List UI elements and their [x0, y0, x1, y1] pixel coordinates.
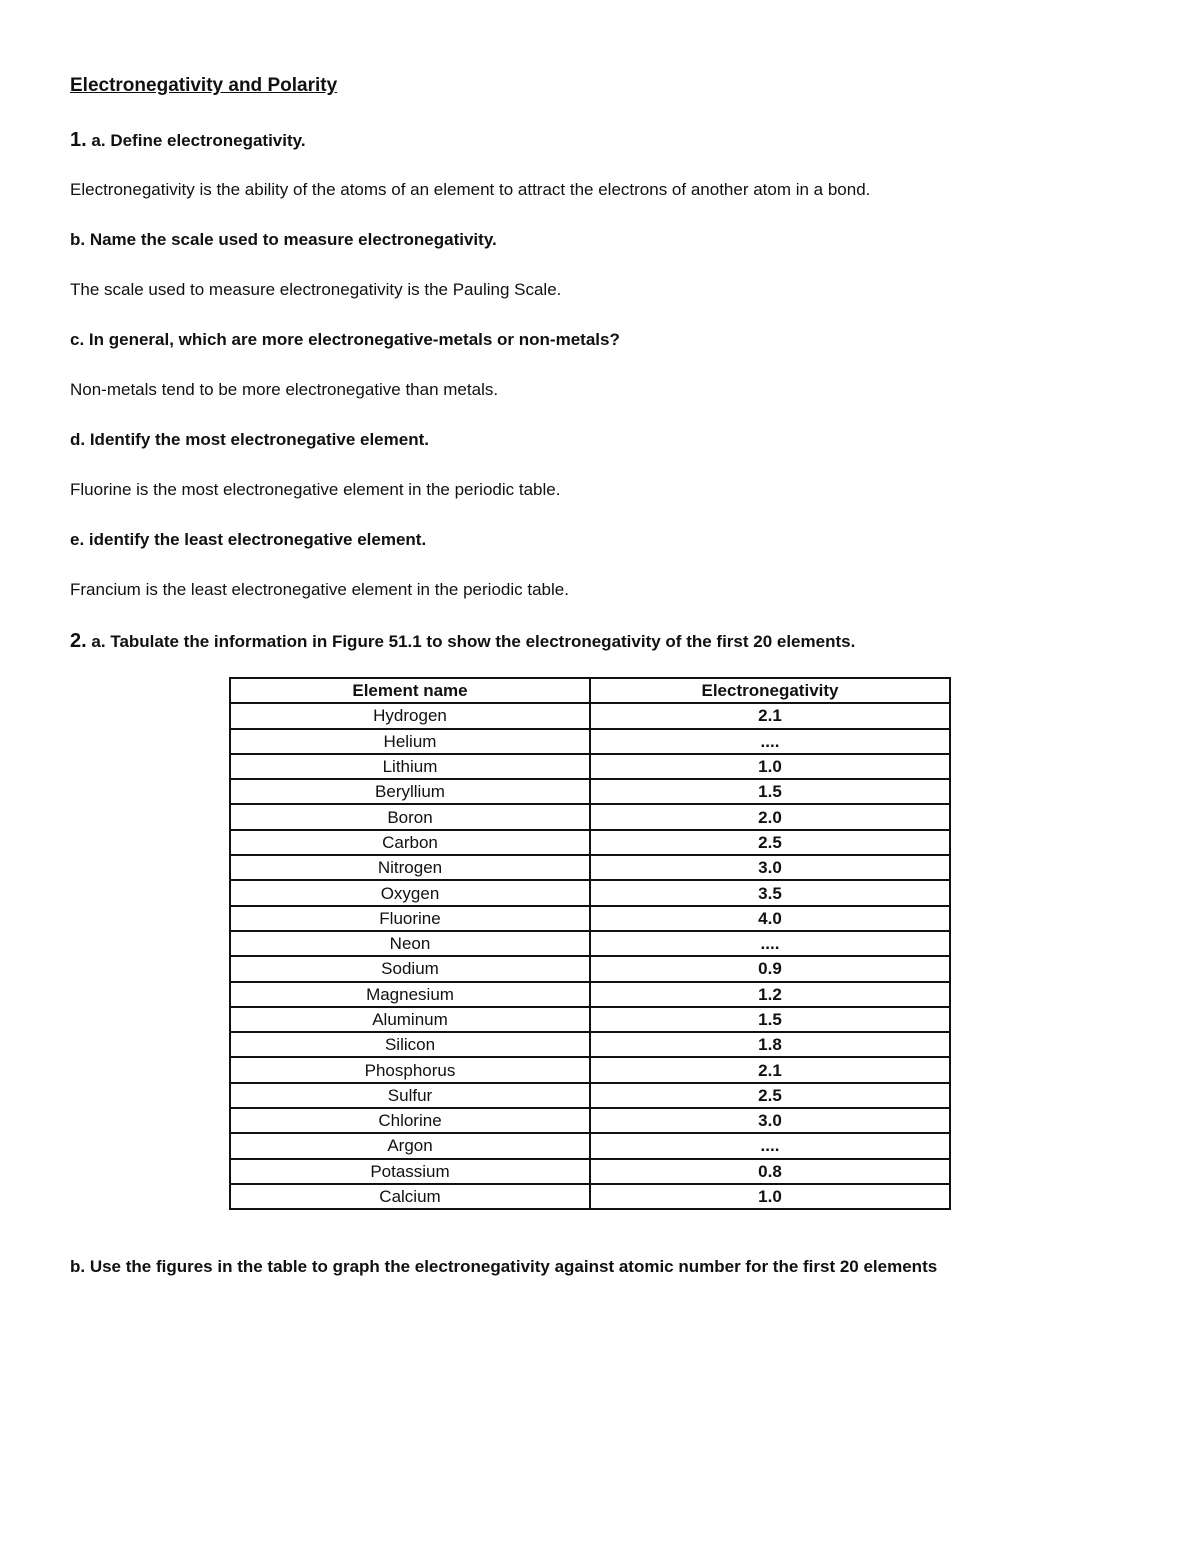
q1b-question: b. Name the scale used to measure electronegativity. — [70, 230, 497, 249]
q1c-question: c. In general, which are more electronegative-metals or non-metals? — [70, 330, 620, 349]
element-cell: Lithium — [230, 754, 590, 779]
header-electronegativity: Electronegativity — [590, 678, 950, 703]
element-cell: Oxygen — [230, 880, 590, 905]
table-row — [230, 1159, 950, 1184]
table-row — [230, 931, 950, 956]
q1d-answer: Fluorine is the most electronegative element in the periodic table. — [70, 480, 561, 499]
value-cell: 1.5 — [590, 779, 950, 804]
table-row — [230, 956, 950, 981]
q1e-question: e. identify the least electronegative element. — [70, 530, 427, 549]
value-cell: 3.0 — [590, 1108, 950, 1133]
element-cell: Argon — [230, 1133, 590, 1158]
element-cell: Potassium — [230, 1159, 590, 1184]
element-cell: Fluorine — [230, 906, 590, 931]
table-row — [230, 729, 950, 754]
value-cell: 1.0 — [590, 754, 950, 779]
table-row — [230, 1184, 950, 1209]
element-cell: Hydrogen — [230, 703, 590, 728]
q2a-question — [70, 629, 1130, 654]
value-cell: 2.5 — [590, 830, 950, 855]
value-cell: 2.0 — [590, 804, 950, 829]
element-cell: Phosphorus — [230, 1057, 590, 1082]
element-cell: Beryllium — [230, 779, 590, 804]
value-cell: .... — [590, 931, 950, 956]
value-cell: 1.2 — [590, 982, 950, 1007]
table-row — [230, 1007, 950, 1032]
document-title: Electronegativity and Polarity — [70, 75, 338, 96]
element-cell: Chlorine — [230, 1108, 590, 1133]
value-cell: 1.5 — [590, 1007, 950, 1032]
document-page — [70, 72, 1130, 1276]
q2b-question: b. Use the figures in the table to graph the electronegativity against atomic number for the first 20 elements — [70, 1257, 938, 1276]
table-row — [230, 754, 950, 779]
q1a-question — [70, 128, 1130, 153]
value-cell: 1.0 — [590, 1184, 950, 1209]
q2-number: 2. — [70, 630, 87, 652]
table-row — [230, 982, 950, 1007]
electronegativity-table — [229, 677, 951, 1210]
element-cell: Neon — [230, 931, 590, 956]
value-cell: .... — [590, 1133, 950, 1158]
table-row — [230, 855, 950, 880]
table-row — [230, 1083, 950, 1108]
q1b-answer: The scale used to measure electronegativity is the Pauling Scale. — [70, 280, 562, 299]
value-cell: 0.8 — [590, 1159, 950, 1184]
value-cell: 3.0 — [590, 855, 950, 880]
element-cell: Carbon — [230, 830, 590, 855]
table-row — [230, 1032, 950, 1057]
table-row — [230, 703, 950, 728]
element-cell: Sulfur — [230, 1083, 590, 1108]
q1a-answer: Electronegativity is the ability of the atoms of an element to attract the electrons of another atom in a bond. — [70, 180, 871, 199]
value-cell: 1.8 — [590, 1032, 950, 1057]
table-row — [230, 779, 950, 804]
value-cell: 0.9 — [590, 956, 950, 981]
table-row — [230, 880, 950, 905]
q1c-answer: Non-metals tend to be more electronegative than metals. — [70, 380, 499, 399]
value-cell: 4.0 — [590, 906, 950, 931]
table-row — [230, 830, 950, 855]
value-cell: .... — [590, 729, 950, 754]
element-cell: Calcium — [230, 1184, 590, 1209]
value-cell: 3.5 — [590, 880, 950, 905]
table-row — [230, 1057, 950, 1082]
element-cell: Helium — [230, 729, 590, 754]
table-row — [230, 1133, 950, 1158]
table-row — [230, 906, 950, 931]
q1e-answer: Francium is the least electronegative element in the periodic table. — [70, 580, 569, 599]
element-cell: Sodium — [230, 956, 590, 981]
element-cell: Silicon — [230, 1032, 590, 1057]
q1a-question-text: a. Define electronegativity. — [91, 131, 306, 150]
table-header-row — [230, 678, 950, 703]
element-cell: Aluminum — [230, 1007, 590, 1032]
table-row — [230, 1108, 950, 1133]
element-cell: Nitrogen — [230, 855, 590, 880]
table-row — [230, 804, 950, 829]
q1-number: 1. — [70, 129, 87, 151]
q2a-question-text: a. Tabulate the information in Figure 51.1 to show the electronegativity of the first 20 elements. — [91, 632, 856, 651]
value-cell: 2.1 — [590, 1057, 950, 1082]
header-element-name: Element name — [230, 678, 590, 703]
element-cell: Boron — [230, 804, 590, 829]
q1d-question: d. Identify the most electronegative element. — [70, 430, 429, 449]
value-cell: 2.5 — [590, 1083, 950, 1108]
element-cell: Magnesium — [230, 982, 590, 1007]
value-cell: 2.1 — [590, 703, 950, 728]
